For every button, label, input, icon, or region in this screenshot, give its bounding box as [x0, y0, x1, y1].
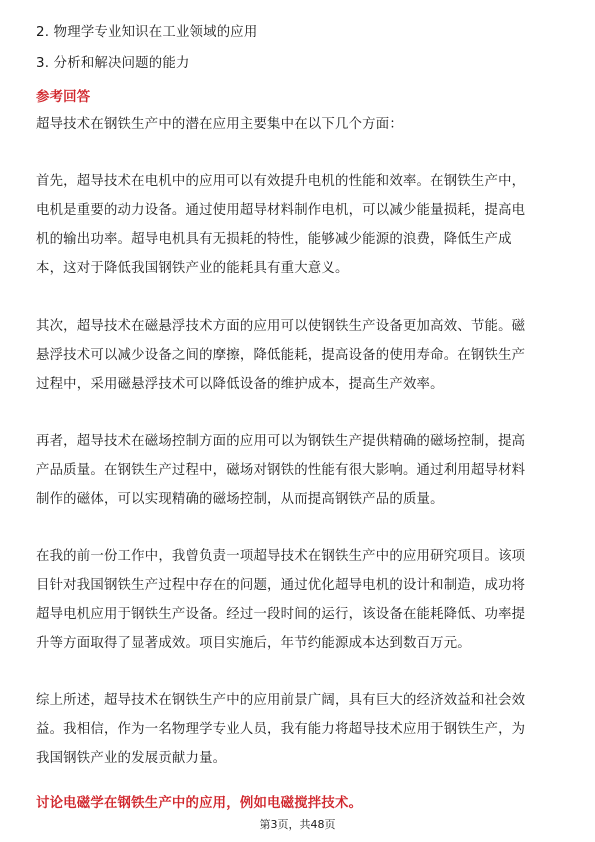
outline-item: 2. 物理学专业知识在工业领域的应用: [36, 25, 258, 40]
next-question: 讨论电磁学在钢铁生产中的应用，例如电磁搅拌技术。: [36, 796, 363, 811]
paragraph-line: 首先，超导技术在电机中的应用可以有效提升电机的性能和效率。在钢铁生产中，: [36, 174, 526, 189]
answer-intro: 超导技术在钢铁生产中的潜在应用主要集中在以下几个方面：: [36, 117, 403, 132]
outline-item: 3. 分析和解决问题的能力: [36, 56, 190, 71]
paragraph-line: 过程中，采用磁悬浮技术可以降低设备的维护成本，提高生产效率。: [36, 377, 444, 392]
paragraph-line: 电机是重要的动力设备。通过使用超导材料制作电机，可以减少能量损耗，提高电: [36, 203, 526, 218]
paragraph-line: 悬浮技术可以减少设备之间的摩擦，降低能耗，提高设备的使用寿命。在钢铁生产: [36, 348, 526, 363]
paragraph-line: 益。我相信，作为一名物理学专业人员，我有能力将超导技术应用于钢铁生产，为: [36, 722, 526, 737]
paragraph-line: 升等方面取得了显著成效。项目实施后，年节约能源成本达到数百万元。: [36, 636, 471, 651]
paragraph-line: 再者，超导技术在磁场控制方面的应用可以为钢铁生产提供精确的磁场控制，提高: [36, 434, 526, 449]
paragraph-line: 其次，超导技术在磁悬浮技术方面的应用可以使钢铁生产设备更加高效、节能。磁: [36, 319, 526, 334]
paragraph-line: 制作的磁体，可以实现精确的磁场控制，从而提高钢铁产品的质量。: [36, 492, 444, 507]
paragraph-line: 本，这对于降低我国钢铁产业的能耗具有重大意义。: [36, 261, 349, 276]
paragraph-line: 综上所述，超导技术在钢铁生产中的应用前景广阔，具有巨大的经济效益和社会效: [36, 693, 526, 708]
page-footer: 第3页，共48页: [259, 818, 336, 831]
paragraph-line: 在我的前一份工作中，我曾负责一项超导技术在钢铁生产中的应用研究项目。该项: [36, 549, 526, 564]
paragraph-line: 机的输出功率。超导电机具有无损耗的特性，能够减少能源的浪费，降低生产成: [36, 232, 512, 247]
paragraph-line: 我国钢铁产业的发展贡献力量。: [36, 751, 227, 766]
paragraph-line: 目针对我国钢铁生产过程中存在的问题，通过优化超导电机的设计和制造，成功将: [36, 578, 526, 593]
paragraph-line: 产品质量。在钢铁生产过程中，磁场对钢铁的性能有很大影响。通过利用超导材料: [36, 463, 526, 478]
answer-heading: 参考回答: [36, 90, 91, 105]
paragraph-line: 超导电机应用于钢铁生产设备。经过一段时间的运行，该设备在能耗降低、功率提: [36, 607, 526, 622]
